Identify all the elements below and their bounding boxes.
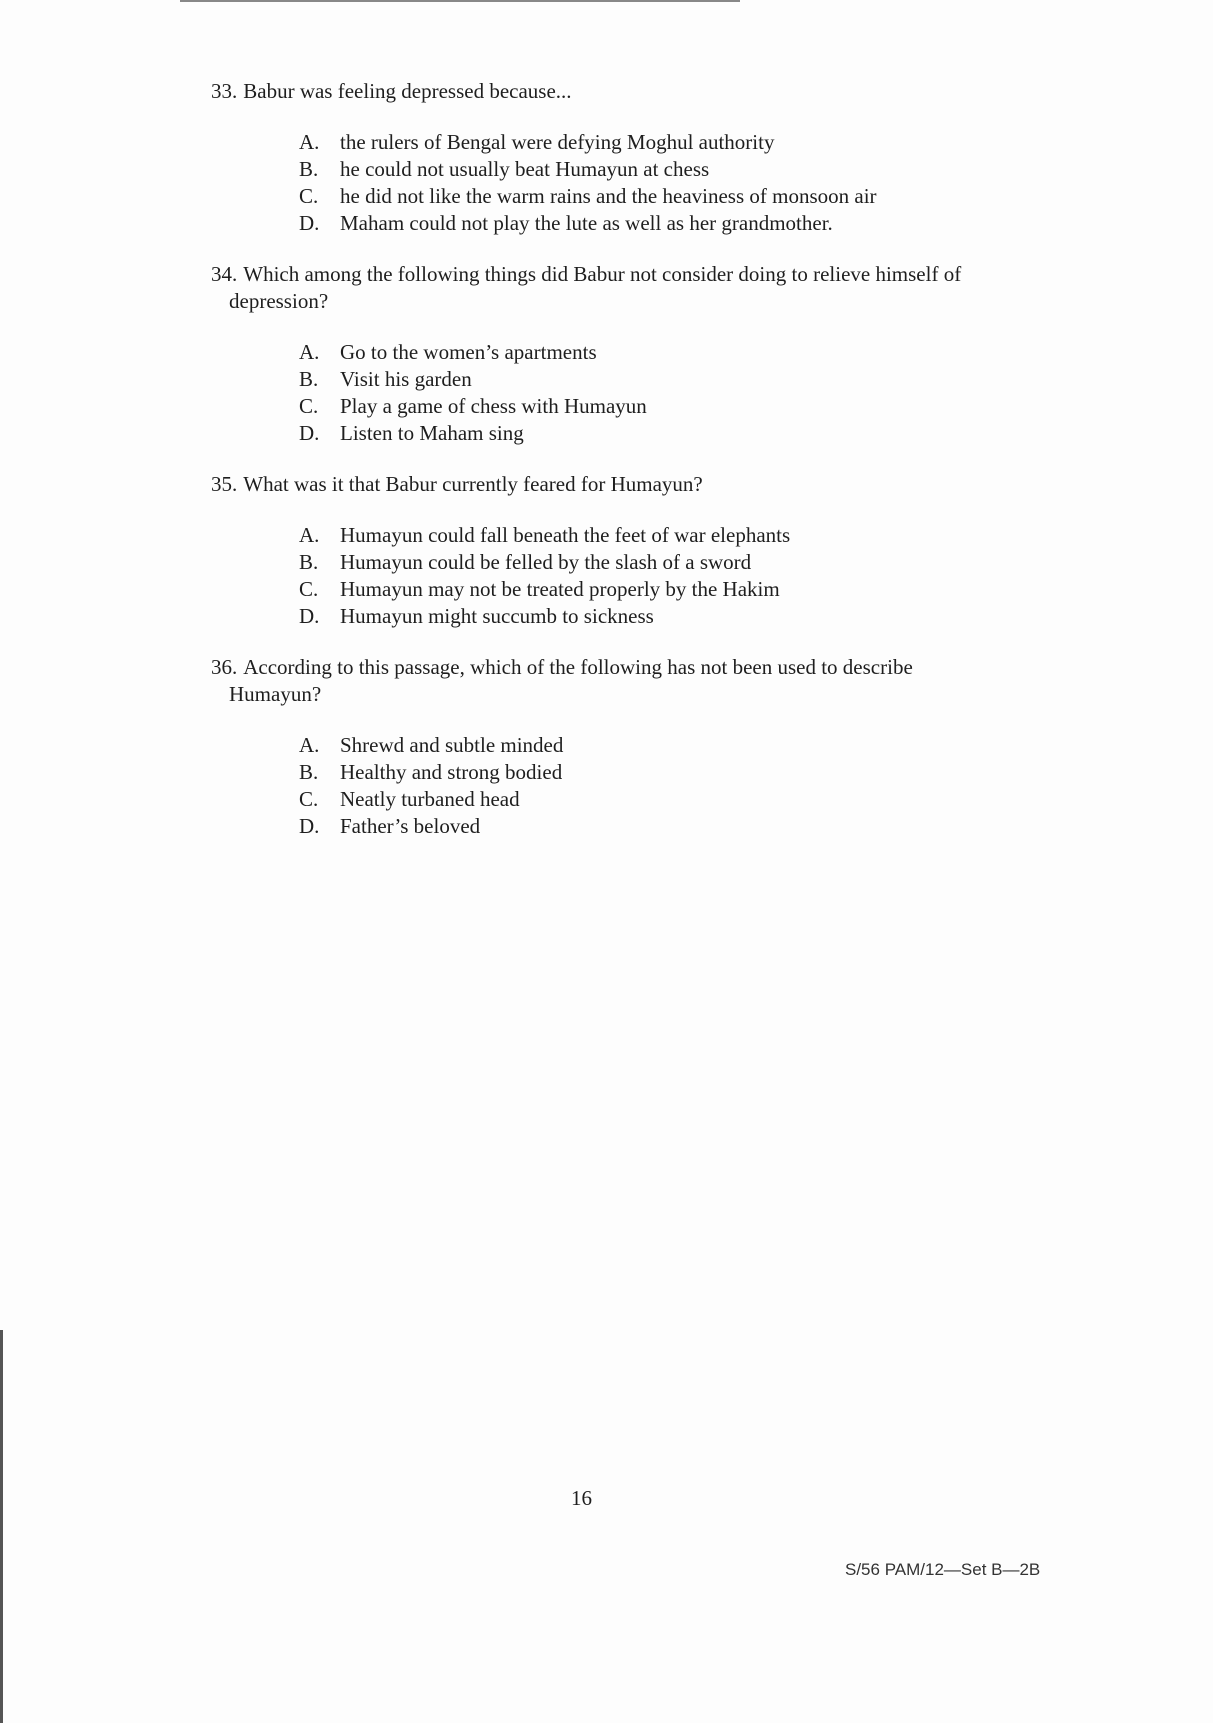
option-letter: C. xyxy=(299,394,319,418)
option-d xyxy=(299,420,1011,447)
option-letter: A. xyxy=(299,733,320,757)
option-c xyxy=(299,183,1011,210)
option-letter: D. xyxy=(299,604,320,628)
option-d xyxy=(299,813,1011,840)
question-number: 34. xyxy=(211,262,238,286)
question-text: What was it that Babur currently feared for Humayun? xyxy=(243,472,703,496)
option-letter: C. xyxy=(299,184,319,208)
option-letter: C. xyxy=(299,577,319,601)
option-text: Humayun could fall beneath the feet of war elephants xyxy=(340,523,791,547)
option-text: Go to the women’s apartments xyxy=(340,340,597,364)
option-text: Neatly turbaned head xyxy=(340,787,520,811)
option-text: Visit his garden xyxy=(340,367,472,391)
option-text: he could not usually beat Humayun at chess xyxy=(340,157,710,181)
option-d xyxy=(299,603,1011,630)
option-text: Healthy and strong bodied xyxy=(340,760,563,784)
option-text: Listen to Maham sing xyxy=(340,421,524,445)
question-34 xyxy=(211,261,1011,447)
option-list xyxy=(211,732,1011,840)
option-list xyxy=(211,339,1011,447)
option-b xyxy=(299,759,1011,786)
option-c xyxy=(299,786,1011,813)
option-text: Play a game of chess with Humayun xyxy=(340,394,647,418)
footer-code: S/56 PAM/12—Set B—2B xyxy=(845,1560,1041,1579)
option-d xyxy=(299,210,1011,237)
option-letter: D. xyxy=(299,814,320,838)
option-b xyxy=(299,366,1011,393)
scan-artifact-top xyxy=(180,0,740,2)
option-c xyxy=(299,576,1011,603)
option-text: Father’s beloved xyxy=(340,814,481,838)
option-a xyxy=(299,522,1011,549)
question-list xyxy=(211,78,1011,864)
option-a xyxy=(299,339,1011,366)
question-number: 33. xyxy=(211,79,238,103)
scan-artifact-edge xyxy=(0,1330,3,1723)
question-text: Which among the following things did Babur not consider doing to relieve himself of depression? xyxy=(229,262,962,313)
option-list xyxy=(211,522,1011,630)
option-letter: B. xyxy=(299,367,319,391)
option-text: Maham could not play the lute as well as her grandmother. xyxy=(340,211,833,235)
question-text: According to this passage, which of the following has not been used to describe Humayun? xyxy=(229,655,913,706)
option-c xyxy=(299,393,1011,420)
option-letter: B. xyxy=(299,157,319,181)
option-letter: A. xyxy=(299,130,320,154)
option-letter: D. xyxy=(299,421,320,445)
option-text: the rulers of Bengal were defying Moghul authority xyxy=(340,130,775,154)
option-letter: C. xyxy=(299,787,319,811)
option-b xyxy=(299,156,1011,183)
option-letter: A. xyxy=(299,523,320,547)
option-letter: B. xyxy=(299,760,319,784)
option-b xyxy=(299,549,1011,576)
question-35 xyxy=(211,471,1011,630)
question-text: Babur was feeling depressed because... xyxy=(243,79,572,103)
option-letter: B. xyxy=(299,550,319,574)
option-text: Humayun might succumb to sickness xyxy=(340,604,654,628)
option-a xyxy=(299,129,1011,156)
question-33 xyxy=(211,78,1011,237)
question-number: 35. xyxy=(211,472,238,496)
option-text: Shrewd and subtle minded xyxy=(340,733,564,757)
option-letter: A. xyxy=(299,340,320,364)
question-number: 36. xyxy=(211,655,238,679)
option-text: he did not like the warm rains and the heaviness of monsoon air xyxy=(340,184,877,208)
question-36 xyxy=(211,654,1011,840)
option-text: Humayun could be felled by the slash of a sword xyxy=(340,550,752,574)
page-number: 16 xyxy=(571,1486,592,1510)
option-text: Humayun may not be treated properly by the Hakim xyxy=(340,577,780,601)
option-list xyxy=(211,129,1011,237)
option-letter: D. xyxy=(299,211,320,235)
option-a xyxy=(299,732,1011,759)
